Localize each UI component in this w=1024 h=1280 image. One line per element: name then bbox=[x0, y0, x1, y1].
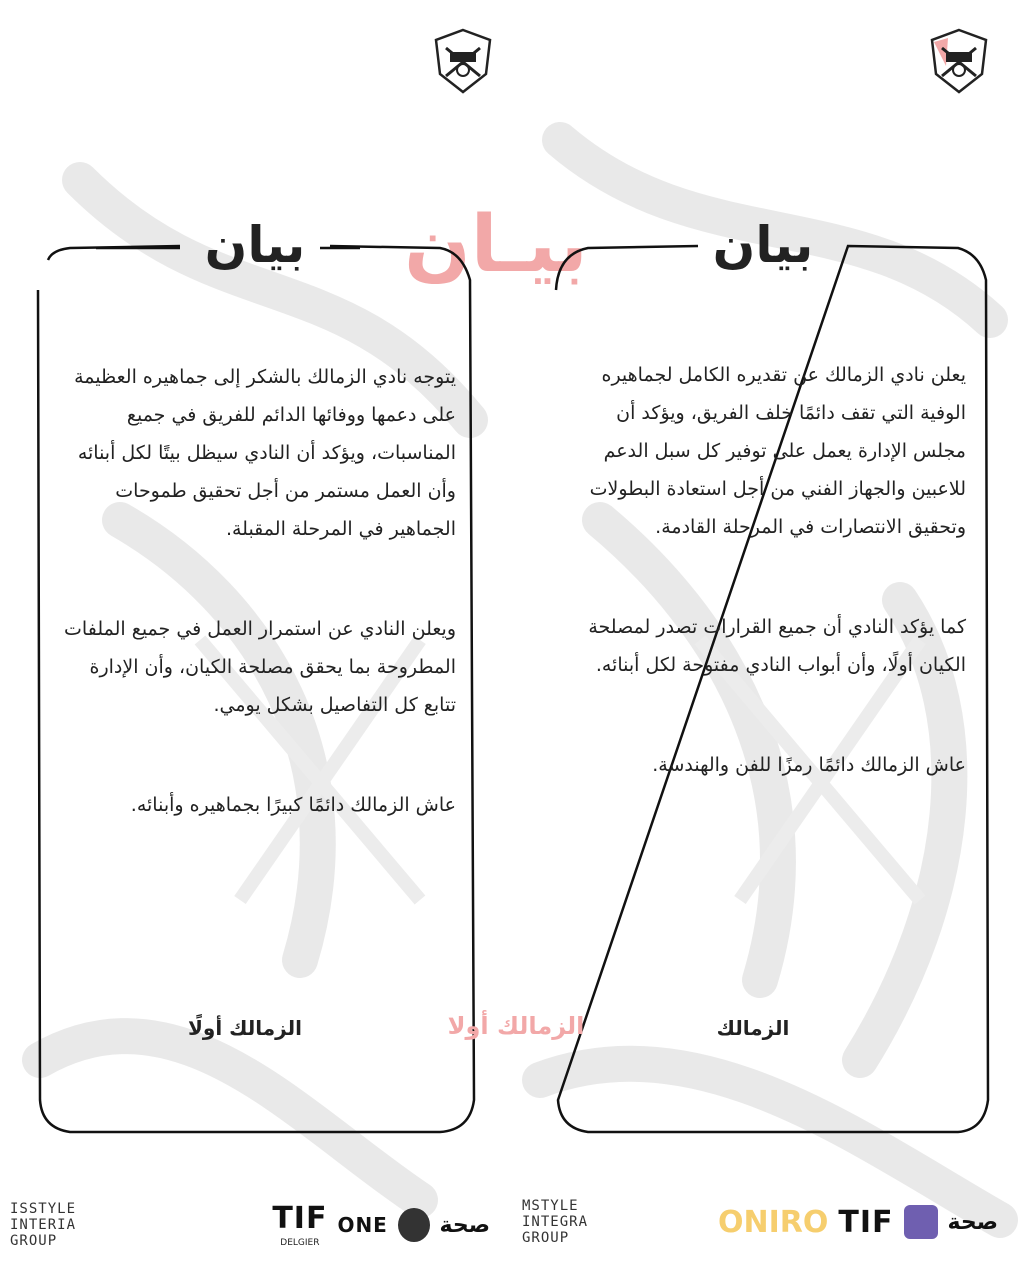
sponsor-isstyle: ISSTYLE INTERIA GROUP bbox=[10, 1201, 77, 1249]
left-paragraph-3: عاش الزمالك دائمًا كبيرًا بجماهيره وأبنائه. bbox=[130, 794, 456, 816]
sponsor-one-logo: ONE bbox=[337, 1213, 388, 1237]
zamalek-crest-icon bbox=[428, 26, 498, 96]
right-panel-signature: الزمالك bbox=[716, 1016, 790, 1040]
slogan: الزمالك أولا bbox=[447, 1012, 585, 1040]
left-paragraph-2: ويعلن النادي عن استمرار العمل في جميع الملفات المطروحة بما يحقق مصلحة الكيان، وأن الإدارة تتابع كل التفاصيل بشكل يومي. bbox=[64, 618, 456, 716]
right-panel-body bbox=[566, 356, 966, 846]
sponsor-oniro-logo: ONIRO bbox=[718, 1204, 829, 1240]
zamalek-crest-icon bbox=[924, 26, 994, 96]
sponsor-tif-logo-right: TIF bbox=[838, 1204, 894, 1240]
sponsor-arabic-logo-right: صحة bbox=[947, 1209, 998, 1235]
left-panel-title: بيان bbox=[204, 216, 306, 274]
left-statement-panel bbox=[30, 216, 480, 1145]
sponsor-arabic-logo: صحة bbox=[439, 1212, 490, 1238]
sponsor-tif-logo: TIF bbox=[272, 1200, 328, 1236]
left-panel-body bbox=[54, 358, 456, 886]
sponsor-round-icon bbox=[398, 1208, 430, 1242]
sponsor-tif-caption: DELGIER bbox=[280, 1237, 320, 1248]
sponsor-tif bbox=[272, 1201, 327, 1250]
left-panel-signature: الزمالك أولًا bbox=[188, 1016, 302, 1040]
right-sponsor-row bbox=[522, 1184, 1012, 1260]
right-panel-title: بيان bbox=[712, 216, 814, 274]
right-paragraph-2: كما يؤكد النادي أن جميع القرارات تصدر لمصلحة الكيان أولًا، وأن أبواب النادي مفتوحة لكل أبنائه. bbox=[588, 616, 966, 676]
right-paragraph-3: عاش الزمالك دائمًا رمزًا للفن والهندسة. bbox=[652, 754, 966, 776]
left-sponsor-row bbox=[10, 1190, 490, 1260]
center-title: بيـان bbox=[404, 200, 588, 290]
sponsor-badge-icon bbox=[904, 1205, 938, 1239]
right-statement-panel bbox=[548, 216, 994, 1145]
left-paragraph-1: يتوجه نادي الزمالك بالشكر إلى جماهيره العظيمة على دعمها ووفائها الدائم للفريق في جميع المناسبات، ويؤكد أن النادي سيظل بيتًا لكل أبنائه وأن العمل مستمر من أجل تحقيق طموحات الجماهير في المرحلة المقبلة. bbox=[74, 366, 456, 540]
sponsor-mstyle: MSTYLE INTEGRA GROUP bbox=[522, 1198, 589, 1246]
right-paragraph-1: يعلن نادي الزمالك عن تقديره الكامل لجماهيره الوفية التي تقف دائمًا خلف الفريق، ويؤكد أن مجلس الإدارة يعمل على توفير كل سبل الدعم للاعبين والجهاز الفني من أجل استعادة البطولات وتحقيق الانتصارات في المرحلة القادمة. bbox=[589, 364, 966, 538]
